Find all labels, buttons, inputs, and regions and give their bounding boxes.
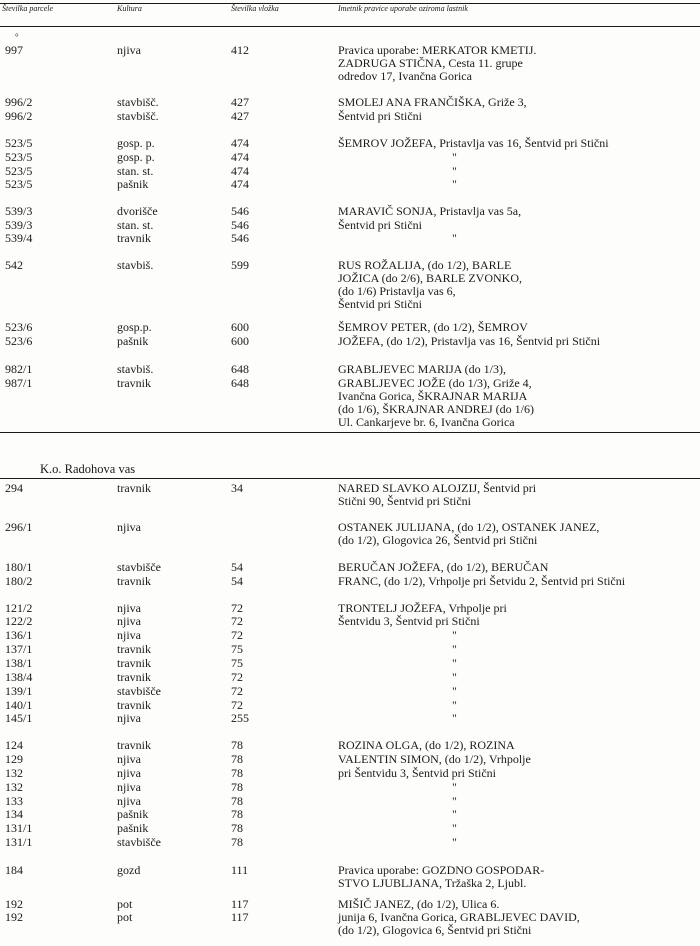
owner-cell: MARAVIČ SONJA, Pristavlja vas 5a, (338, 204, 522, 218)
vlozek-number: 78 (231, 738, 243, 752)
vlozek-number: 600 (231, 320, 249, 334)
vlozek-number: 72 (231, 628, 243, 642)
parcel-number: 523/6 (5, 334, 33, 348)
culture-cell: travnik (117, 481, 151, 495)
section-2-rule (0, 478, 700, 479)
culture-cell: stavbišče (117, 684, 161, 698)
culture-cell: njiva (117, 601, 141, 615)
vlozek-number: 546 (231, 218, 249, 232)
vlozek-number: 600 (231, 334, 249, 348)
header-bottom-rule (0, 26, 700, 27)
owner-cell: Pravica uporabe: MERKATOR KMETIJ. ZADRUGA STIČNA, Cesta 11. grupe odredov 17, Ivančna Gorica (338, 43, 537, 83)
owner-cell: " (452, 835, 457, 849)
parcel-number: 997 (5, 43, 23, 57)
owner-cell: SMOLEJ ANA FRANČIŠKA, Griže 3, (338, 95, 527, 109)
culture-cell: pašnik (117, 334, 149, 348)
owner-cell: Pravica uporabe: GOZDNO GOSPODAR- STVO LJUBLJANA, Tržaška 2, Ljubl. (338, 863, 545, 890)
culture-cell: stan. st. (117, 218, 154, 232)
vlozek-number: 72 (231, 684, 243, 698)
header-culture: Kultura (117, 4, 142, 13)
vlozek-number: 648 (231, 376, 249, 390)
culture-cell: gosp. p. (117, 150, 155, 164)
parcel-number: 539/3 (5, 218, 33, 232)
culture-cell: travnik (117, 642, 151, 656)
parcel-number: 539/3 (5, 204, 33, 218)
culture-cell: njiva (117, 711, 141, 725)
parcel-number: 140/1 (5, 698, 33, 712)
culture-cell: gosp.p. (117, 320, 152, 334)
parcel-number: 296/1 (5, 520, 33, 534)
owner-cell: " (452, 656, 457, 670)
owner-cell: GRABLJEVEC JOŽE (do 1/3), Griže 4, Ivančna Gorica, ŠKRAJNAR MARIJA (do 1/6), ŠKRAJNAR ANDREJ (do 1/6) Ul. Cankarjeve br. 6, Ivančna Gorica (338, 376, 535, 429)
culture-cell: njiva (117, 520, 141, 534)
parcel-number: 180/2 (5, 574, 33, 588)
vlozek-number: 34 (231, 481, 243, 495)
culture-cell: pot (117, 897, 133, 911)
culture-cell: stavbišč. (117, 95, 159, 109)
culture-cell: travnik (117, 698, 151, 712)
owner-cell: junija 6, Ivančna Gorica, GRABLJEVEC DAVID, (do 1/2), Glogovica 6, Šentvid pri Stični (338, 910, 580, 937)
vlozek-number: 474 (231, 177, 249, 191)
culture-cell: travnik (117, 574, 151, 588)
vlozek-number: 474 (231, 136, 249, 150)
parcel-number: 523/5 (5, 136, 33, 150)
section-separator (0, 432, 700, 433)
parcel-number: 122/2 (5, 614, 33, 628)
owner-cell: " (452, 794, 457, 808)
culture-cell: njiva (117, 752, 141, 766)
header-owner: Imetnik pravice uporabe oziroma lastnik (338, 4, 468, 13)
vlozek-number: 78 (231, 794, 243, 808)
parcel-number: 987/1 (5, 376, 33, 390)
vlozek-number: 72 (231, 601, 243, 615)
culture-cell: njiva (117, 614, 141, 628)
owner-cell: " (452, 684, 457, 698)
vlozek-number: 255 (231, 711, 249, 725)
parcel-number: 996/2 (5, 109, 33, 123)
owner-cell: BERUČAN JOŽEFA, (do 1/2), BERUČAN (338, 560, 549, 574)
parcel-number: 982/1 (5, 362, 33, 376)
owner-cell: " (452, 807, 457, 821)
owner-cell: OSTANEK JULIJANA, (do 1/2), OSTANEK JANEZ, (do 1/2), Glogovica 26, Šentvid pri Stični (338, 520, 600, 547)
owner-cell: RUS ROŽALIJA, (do 1/2), BARLE JOŽICA (do 2/6), BARLE ZVONKO, (do 1/6) Pristavlja vas 6, Šentvid pri Stični (338, 258, 522, 311)
parcel-number: 523/5 (5, 177, 33, 191)
culture-cell: pašnik (117, 177, 149, 191)
vlozek-number: 72 (231, 670, 243, 684)
vlozek-number: 117 (231, 897, 249, 911)
culture-cell: pot (117, 910, 133, 924)
vlozek-number: 474 (231, 164, 249, 178)
culture-cell: stavbišče (117, 560, 161, 574)
owner-cell: TRONTELJ JOŽEFA, Vrhpolje pri (338, 601, 507, 615)
vlozek-number: 75 (231, 656, 243, 670)
parcel-number: 192 (5, 897, 23, 911)
culture-cell: pašnik (117, 807, 149, 821)
parcel-number: 132 (5, 780, 23, 794)
vlozek-number: 54 (231, 574, 243, 588)
parcel-number: 542 (5, 258, 23, 272)
vlozek-number: 75 (231, 642, 243, 656)
parcel-number: 180/1 (5, 560, 33, 574)
owner-cell: " (452, 821, 457, 835)
parcel-number: 523/5 (5, 164, 33, 178)
owner-cell: JOŽEFA, (do 1/2), Pristavlja vas 16, Šentvid pri Stični (338, 334, 601, 348)
vlozek-number: 427 (231, 109, 249, 123)
owner-cell: Šentvidu 3, Šentvid pri Stični (338, 614, 480, 628)
parcel-number: 539/4 (5, 231, 33, 245)
owner-cell: " (452, 150, 457, 164)
culture-cell: travnik (117, 670, 151, 684)
table-header (0, 4, 700, 38)
owner-cell: Šentvid pri Stični (338, 109, 422, 123)
culture-cell: njiva (117, 628, 141, 642)
vlozek-number: 78 (231, 807, 243, 821)
parcel-number: 129 (5, 752, 23, 766)
culture-cell: dvorišče (117, 204, 158, 218)
owner-cell: ROZINA OLGA, (do 1/2), ROZINA (338, 738, 515, 752)
vlozek-number: 54 (231, 560, 243, 574)
vlozek-number: 427 (231, 95, 249, 109)
culture-cell: njiva (117, 794, 141, 808)
parcel-number: 192 (5, 910, 23, 924)
culture-cell: travnik (117, 738, 151, 752)
vlozek-number: 72 (231, 698, 243, 712)
parcel-number: 138/1 (5, 656, 33, 670)
owner-cell: " (452, 231, 457, 245)
vlozek-number: 474 (231, 150, 249, 164)
parcel-number: 124 (5, 738, 23, 752)
culture-cell: stavbiš. (117, 362, 154, 376)
owner-cell: " (452, 177, 457, 191)
culture-cell: stavbišč. (117, 109, 159, 123)
vlozek-number: 546 (231, 204, 249, 218)
owner-cell: pri Šentvidu 3, Šentvid pri Stični (338, 766, 496, 780)
vlozek-number: 72 (231, 614, 243, 628)
vlozek-number: 648 (231, 362, 249, 376)
owner-cell: " (452, 642, 457, 656)
parcel-number: 184 (5, 863, 23, 877)
parcel-number: 145/1 (5, 711, 33, 725)
header-top-rule (0, 3, 700, 4)
vlozek-number: 78 (231, 780, 243, 794)
parcel-number: 131/1 (5, 835, 33, 849)
vlozek-number: 412 (231, 43, 249, 57)
parcel-number: 996/2 (5, 95, 33, 109)
header-vlozek: Številka vložka (231, 4, 279, 13)
owner-cell: VALENTIN SIMON, (do 1/2), Vrhpolje (338, 752, 531, 766)
parcel-number: 133 (5, 794, 23, 808)
owner-cell: Šentvid pri Stični (338, 218, 422, 232)
culture-cell: gosp. p. (117, 136, 155, 150)
parcel-number: 121/2 (5, 601, 33, 615)
vlozek-number: 111 (231, 863, 249, 877)
stray-mark: ° (15, 32, 19, 42)
culture-cell: travnik (117, 656, 151, 670)
vlozek-number: 546 (231, 231, 249, 245)
cadastral-municipality-label: K.o. Radohova vas (40, 462, 136, 476)
culture-cell: njiva (117, 766, 141, 780)
owner-cell: " (452, 698, 457, 712)
parcel-number: 294 (5, 481, 23, 495)
owner-cell: " (452, 164, 457, 178)
parcel-number: 138/4 (5, 670, 33, 684)
parcel-number: 139/1 (5, 684, 33, 698)
parcel-number: 136/1 (5, 628, 33, 642)
culture-cell: stavbišče (117, 835, 161, 849)
owner-cell: " (452, 711, 457, 725)
culture-cell: travnik (117, 231, 151, 245)
owner-cell: ŠEMROV JOŽEFA, Pristavlja vas 16, Šentvid pri Stični (338, 136, 609, 150)
parcel-number: 131/1 (5, 821, 33, 835)
owner-cell: " (452, 780, 457, 794)
owner-cell: GRABLJEVEC MARIJA (do 1/3), (338, 362, 507, 376)
culture-cell: travnik (117, 376, 151, 390)
culture-cell: stan. st. (117, 164, 154, 178)
owner-cell: FRANC, (do 1/2), Vrhpolje pri Šetvidu 2, Šentvid pri Stični (338, 574, 626, 588)
owner-cell: MIŠIČ JANEZ, (do 1/2), Ulica 6. (338, 897, 500, 911)
culture-cell: stavbiš. (117, 258, 154, 272)
vlozek-number: 599 (231, 258, 249, 272)
owner-cell: NARED SLAVKO ALOJZIJ, Šentvid pri Stični 90, Šentvid pri Stični (338, 481, 537, 508)
vlozek-number: 78 (231, 835, 243, 849)
vlozek-number: 78 (231, 752, 243, 766)
culture-cell: pašnik (117, 821, 149, 835)
header-parcel: Številka parcele (2, 4, 54, 13)
parcel-number: 132 (5, 766, 23, 780)
parcel-number: 134 (5, 807, 23, 821)
parcel-number: 523/5 (5, 150, 33, 164)
vlozek-number: 78 (231, 821, 243, 835)
parcel-number: 137/1 (5, 642, 33, 656)
owner-cell: ŠEMROV PETER, (do 1/2), ŠEMROV (338, 320, 528, 334)
vlozek-number: 117 (231, 910, 249, 924)
parcel-number: 523/6 (5, 320, 33, 334)
culture-cell: gozd (117, 863, 141, 877)
owner-cell: " (452, 670, 457, 684)
culture-cell: njiva (117, 780, 141, 794)
owner-cell: " (452, 628, 457, 642)
culture-cell: njiva (117, 43, 141, 57)
vlozek-number: 78 (231, 766, 243, 780)
